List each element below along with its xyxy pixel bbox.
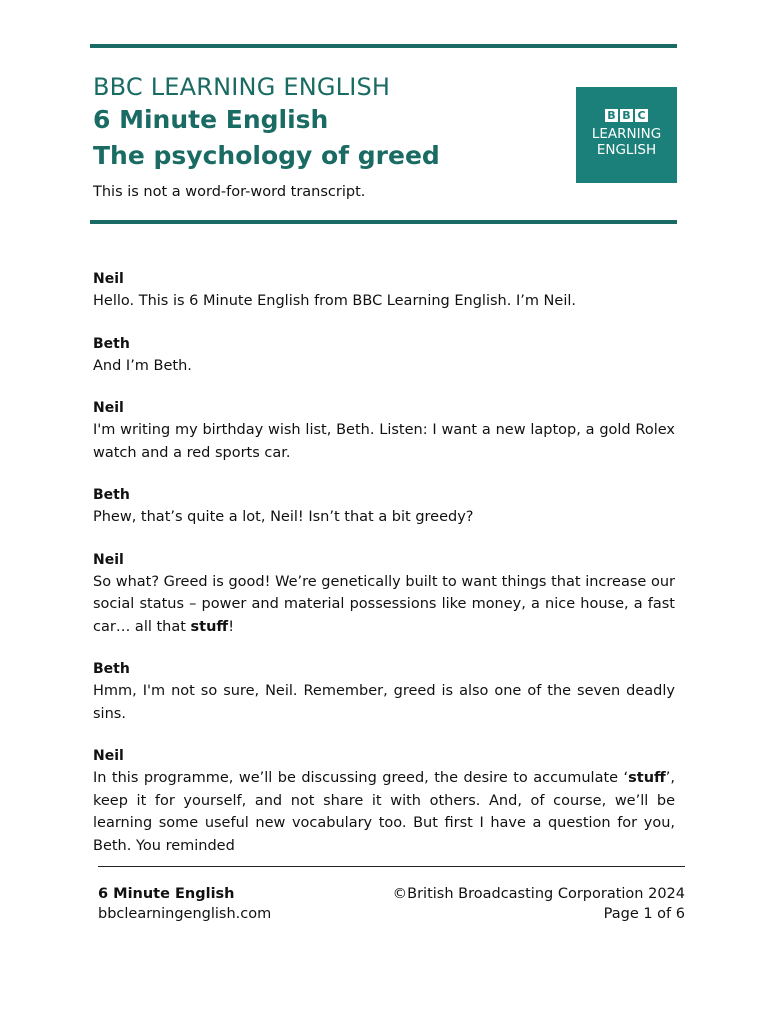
brand-title: BBC LEARNING ENGLISH xyxy=(93,73,391,101)
speaker-name: Neil xyxy=(93,271,124,287)
logo-line-english: ENGLISH xyxy=(596,142,657,158)
speaker-name: Neil xyxy=(93,748,124,764)
footer-rule xyxy=(98,866,685,867)
vocab-term: stuff xyxy=(190,618,229,635)
bbc-block: C xyxy=(635,109,648,122)
footer-right xyxy=(393,884,685,924)
speaker-name: Neil xyxy=(93,551,124,568)
header-bottom-rule xyxy=(90,220,677,224)
footer-left xyxy=(98,884,271,924)
speaker-name: Beth xyxy=(93,335,130,352)
page-number: Page 1 of 6 xyxy=(603,906,685,922)
footer-website: bbclearningenglish.com xyxy=(98,906,272,922)
logo-line-learning: LEARNING xyxy=(591,126,662,142)
speech-text: And I’m Beth. xyxy=(93,357,192,374)
speech-text: In this programme, we’ll be discussing greed, the desire to accumulate ‘stuff’, keep it for yourself, and not share it with others. And, of course, we’ll be learning some useful new vocabulary too. But first I have a question for you, Beth. You reminded xyxy=(93,770,675,854)
dialogue-turn xyxy=(93,745,675,857)
speech-text: I'm writing my birthday wish list, Beth. Listen: I want a new laptop, a gold Rolex watch and a red sports car. xyxy=(93,422,675,461)
dialogue-turn xyxy=(93,268,675,313)
bbc-learning-english-logo xyxy=(576,87,677,183)
dialogue-turn xyxy=(93,333,675,378)
speaker-name: Beth xyxy=(93,487,130,503)
series-title: 6 Minute English xyxy=(93,105,329,134)
bbc-block: B xyxy=(620,109,633,122)
speech-text: Phew, that’s quite a lot, Neil! Isn’t that a bit greedy? xyxy=(93,509,474,525)
bbc-blocks xyxy=(576,109,677,122)
vocab-term: stuff xyxy=(628,770,666,786)
speaker-name: Neil xyxy=(93,400,124,416)
dialogue-turn xyxy=(93,549,675,639)
speech-text: So what? Greed is good! We’re genetically built to want things that increase our social status – power and material possessions like money, a nice house, a fast car… all that stuff! xyxy=(93,573,675,635)
speech-text: Hello. This is 6 Minute English from BBC Learning English. I’m Neil. xyxy=(93,293,576,309)
episode-title: The psychology of greed xyxy=(93,141,440,170)
transcript-body xyxy=(93,268,675,877)
speech-text: Hmm, I'm not so sure, Neil. Remember, greed is also one of the seven deadly sins. xyxy=(93,683,675,722)
dialogue-turn xyxy=(93,658,675,725)
bbc-block: B xyxy=(605,109,618,122)
footer-copyright: ©British Broadcasting Corporation 2024 xyxy=(392,886,685,902)
speaker-name: Beth xyxy=(93,661,130,677)
header-top-rule xyxy=(90,44,677,48)
document-header xyxy=(93,72,563,174)
dialogue-turn xyxy=(93,397,675,464)
footer-series: 6 Minute English xyxy=(98,886,235,902)
dialogue-turn xyxy=(93,484,675,529)
transcript-note: This is not a word-for-word transcript. xyxy=(93,184,366,200)
